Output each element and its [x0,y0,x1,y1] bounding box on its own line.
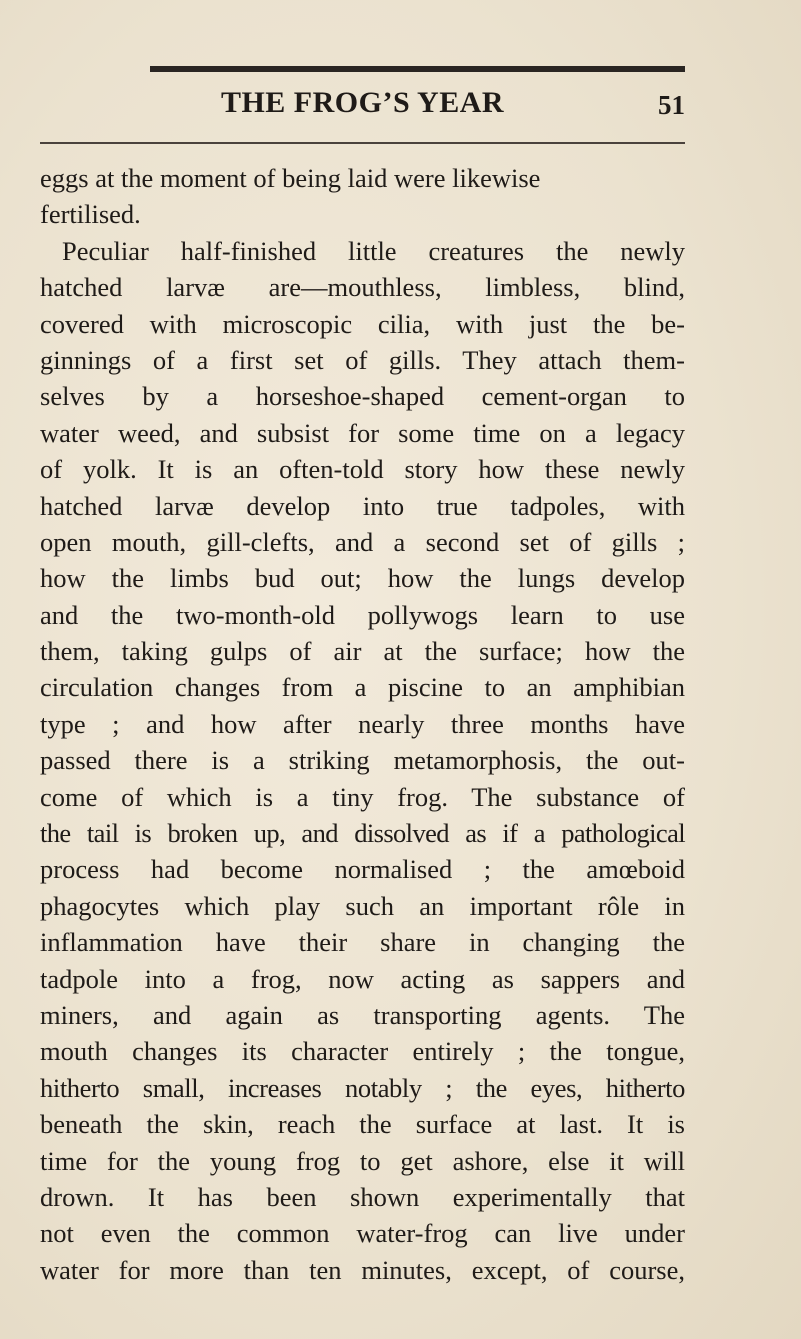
text-line: beneath the skin, reach the surface at last. It is [40,1109,685,1140]
text-line: hitherto small, increases notably ; the eyes, hitherto [40,1072,685,1103]
text-line: hatched larvæ develop into true tadpoles, with [40,490,685,521]
text-line: selves by a horseshoe-shaped cement-organ to [40,381,685,412]
text-line: fertilised. [40,199,141,230]
page-header [40,86,685,130]
text-line: process had become normalised ; the amœboid [40,854,685,885]
text-line: tadpole into a frog, now acting as sappers and [40,963,685,994]
text-line: drown. It has been shown experimentally that [40,1181,685,1212]
text-line: time for the young frog to get ashore, else it will [40,1145,685,1176]
text-line: type ; and how after nearly three months have [40,708,685,739]
text-line: covered with microscopic cilia, with just the be- [40,308,685,339]
top-decorative-rule [150,66,685,72]
text-line: Peculiar half-finished little creatures the newly [62,235,685,266]
body-text [40,160,685,1288]
text-line: water weed, and subsist for some time on a legacy [40,417,685,448]
running-title: THE FROG’S YEAR [220,86,505,119]
text-line: of yolk. It is an often-told story how these newly [40,454,685,485]
text-line: and the two-month-old pollywogs learn to use [40,599,685,630]
text-line: inflammation have their share in changing the [40,927,685,958]
text-line: mouth changes its character entirely ; the tongue, [40,1036,685,1067]
text-line: them, taking gulps of air at the surface; how the [40,636,685,667]
text-line: circulation changes from a piscine to an amphibian [40,672,685,703]
text-line: water for more than ten minutes, except, of course, [40,1254,685,1285]
text-line: the tail is broken up, and dissolved as if a pathological [40,818,685,849]
text-line: ginnings of a first set of gills. They attach them- [40,344,685,375]
text-line: open mouth, gill-clefts, and a second set of gills ; [40,526,685,557]
header-rule [40,142,685,144]
text-line: how the limbs bud out; how the lungs develop [40,563,685,594]
text-line: not even the common water-frog can live under [40,1218,685,1249]
text-line: miners, and again as transporting agents. The [40,999,685,1030]
text-line: hatched larvæ are—mouthless, limbless, blind, [40,272,685,303]
text-line: passed there is a striking metamorphosis, the out- [40,745,685,776]
text-line: come of which is a tiny frog. The substance of [40,781,685,812]
page-number: 51 [658,90,685,120]
text-line: phagocytes which play such an important rôle in [40,890,685,921]
text-line: eggs at the moment of being laid were likewise [40,163,541,193]
